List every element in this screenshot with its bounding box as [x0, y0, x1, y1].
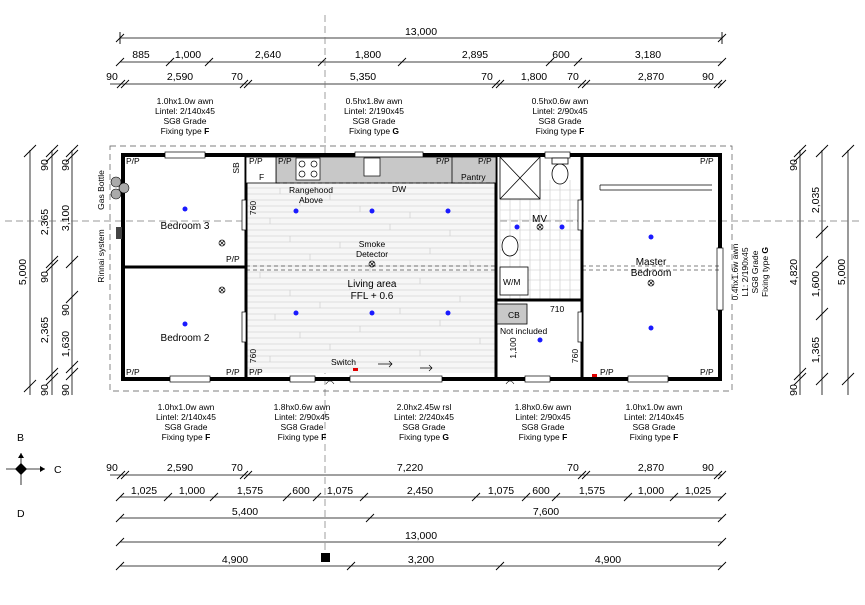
fridge-label: F: [259, 172, 265, 182]
svg-text:0.5hx1.8w awn: 0.5hx1.8w awn: [345, 96, 403, 106]
dim-right-inner: 2,035: [810, 186, 822, 214]
svg-text:Fixing type F: Fixing type F: [277, 432, 327, 442]
centre-marker: [321, 553, 330, 562]
dim-left-outer: 5,000: [17, 258, 29, 286]
svg-text:SG8 Grade: SG8 Grade: [538, 116, 582, 126]
smoke-detector-label: Smoke: [358, 239, 386, 249]
svg-text:Fixing type F: Fixing type F: [535, 126, 585, 136]
n760-label: 760: [248, 348, 258, 364]
svg-text:P/P: P/P: [278, 156, 292, 166]
dim-left-mid: 90: [60, 304, 72, 316]
n760-label: 760: [570, 348, 580, 364]
svg-text:0.5hx0.6w awn: 0.5hx0.6w awn: [531, 96, 589, 106]
dim-right-inner: 90: [788, 384, 800, 396]
window-note-right: [730, 243, 770, 300]
dim-bottom-1: 70: [567, 462, 579, 474]
svg-text:2.0hx2.45w rsl: 2.0hx2.45w rsl: [396, 402, 452, 412]
svg-text:Fixing type G: Fixing type G: [348, 126, 400, 136]
window-note-bottom-3: [394, 402, 454, 442]
svg-text:P/P: P/P: [700, 156, 714, 166]
dim-left-inner: 90: [39, 271, 51, 283]
dim-top-2: 885: [132, 49, 150, 61]
dim-right-mid: 4,820: [788, 258, 800, 286]
dim-bottom-2: 1,025: [684, 485, 712, 497]
svg-text:Lintel: 2/190x45: Lintel: 2/190x45: [343, 106, 405, 116]
dim-left-mid: 90: [60, 159, 72, 171]
not-included-label: Not included: [500, 326, 548, 336]
dim-right-inner: 1,365: [810, 336, 822, 364]
svg-text:Lintel: 2/90x45: Lintel: 2/90x45: [274, 412, 330, 422]
dim-bottom-2: 600: [532, 485, 550, 497]
svg-text:Fixing type F: Fixing type F: [518, 432, 568, 442]
window-note-top-1: [155, 96, 215, 136]
dw-label: DW: [392, 184, 407, 194]
room-bedroom-3: Bedroom 3: [160, 221, 210, 232]
svg-text:1.0hx1.0w awn: 1.0hx1.0w awn: [156, 96, 214, 106]
dim-bottom-1: 70: [231, 462, 243, 474]
dim-right-inner: 1,600: [810, 270, 822, 298]
dim-top-3: 90: [702, 71, 714, 83]
svg-text:P/P: P/P: [478, 156, 492, 166]
room-living: Living area: [347, 279, 397, 290]
dim-bottom-2: 1,000: [178, 485, 206, 497]
dim-top-3: 5,350: [349, 71, 377, 83]
svg-text:1.8hx0.6w awn: 1.8hx0.6w awn: [514, 402, 572, 412]
n760-label: 760: [248, 200, 258, 216]
svg-text:SG8 Grade: SG8 Grade: [352, 116, 396, 126]
dim-bottom-2: 2,450: [406, 485, 434, 497]
svg-text:Lintel: 2/140x45: Lintel: 2/140x45: [155, 412, 217, 422]
compass-c: C: [54, 464, 62, 476]
dim-top-3: 70: [567, 71, 579, 83]
switch-label: Switch: [331, 357, 357, 367]
svg-text:L1: 2/190x45: L1: 2/190x45: [740, 247, 750, 297]
svg-text:1.0hx1.0w awn: 1.0hx1.0w awn: [157, 402, 215, 412]
dim-bottom-2: 1,075: [487, 485, 515, 497]
svg-text:P/P: P/P: [126, 156, 140, 166]
svg-text:SG8 Grade: SG8 Grade: [750, 250, 760, 294]
gas-bottles: [111, 177, 129, 199]
dim-top-2: 1,000: [174, 49, 202, 61]
window-note-top-2: [344, 96, 404, 136]
svg-text:Fixing type F: Fixing type F: [629, 432, 679, 442]
window-note-bottom-1: [156, 402, 216, 442]
sb-label: SB: [231, 162, 241, 174]
svg-text:SG8 Grade: SG8 Grade: [164, 422, 208, 432]
cb-label: CB: [508, 310, 520, 320]
svg-text:Lintel: 2/240x45: Lintel: 2/240x45: [393, 412, 455, 422]
n1100-label: 1,100: [508, 337, 518, 359]
dim-bottom-5: 4,900: [594, 554, 622, 566]
dim-bottom-3: 7,600: [532, 506, 560, 518]
dim-left-mid: 1,630: [60, 330, 72, 358]
dim-top-2: 1,800: [354, 49, 382, 61]
dim-top-2: 600: [552, 49, 570, 61]
compass-icon: [6, 453, 45, 485]
dim-bottom-2: 1,000: [637, 485, 665, 497]
dim-left-mid: 90: [60, 384, 72, 396]
dim-bottom-2: 1,025: [130, 485, 158, 497]
dim-bottom-2: 1,575: [236, 485, 264, 497]
mv-label: MV: [532, 214, 547, 225]
dim-top-overall: 13,000: [404, 26, 438, 38]
rangehood-label: Rangehood: [289, 185, 333, 195]
dim-top-3: 1,800: [520, 71, 548, 83]
svg-text:P/P: P/P: [700, 367, 714, 377]
svg-text:1.8hx0.6w awn: 1.8hx0.6w awn: [273, 402, 331, 412]
dim-top-3: 2,870: [637, 71, 665, 83]
svg-text:P/P: P/P: [436, 156, 450, 166]
svg-text:Fixing type G: Fixing type G: [760, 246, 770, 298]
svg-text:P/P: P/P: [226, 254, 240, 264]
dim-bottom-1: 90: [106, 462, 118, 474]
svg-text:P/P: P/P: [600, 367, 614, 377]
dim-left-small: 90: [39, 384, 51, 396]
dim-bottom-1: 90: [702, 462, 714, 474]
dim-left-small: 90: [39, 159, 51, 171]
svg-text:Fixing type F: Fixing type F: [161, 432, 211, 442]
svg-text:Lintel: 2/90x45: Lintel: 2/90x45: [532, 106, 588, 116]
room-bedroom-2: Bedroom 2: [160, 333, 210, 344]
dim-top-3: 70: [231, 71, 243, 83]
smoke-detector-label: Detector: [355, 249, 389, 259]
dim-right-inner: 90: [788, 159, 800, 171]
dim-left-inner: 2,365: [39, 208, 51, 236]
room-living-ffl: FFL + 0.6: [350, 291, 394, 302]
dim-bottom-4: 13,000: [404, 530, 438, 542]
rinnai-unit: [116, 227, 122, 239]
svg-text:SG8 Grade: SG8 Grade: [163, 116, 207, 126]
wardrobe: [600, 185, 712, 190]
room-master: Master: [635, 257, 667, 268]
svg-text:SG8 Grade: SG8 Grade: [632, 422, 676, 432]
svg-text:Lintel: 2/140x45: Lintel: 2/140x45: [623, 412, 685, 422]
svg-text:P/P: P/P: [249, 367, 263, 377]
dim-bottom-5: 3,200: [407, 554, 435, 566]
dim-top-3: 2,590: [166, 71, 194, 83]
svg-text:P/P: P/P: [126, 367, 140, 377]
dim-bottom-2: 600: [292, 485, 310, 497]
dim-left-inner: 2,365: [39, 316, 51, 344]
window-note-bottom-5: [624, 402, 684, 442]
dim-bottom-3: 5,400: [231, 506, 259, 518]
svg-text:SG8 Grade: SG8 Grade: [280, 422, 324, 432]
pantry-label: Pantry: [461, 172, 486, 182]
svg-text:1.0hx1.0w awn: 1.0hx1.0w awn: [625, 402, 683, 412]
dim-bottom-2: 1,575: [578, 485, 606, 497]
svg-text:Lintel: 2/90x45: Lintel: 2/90x45: [515, 412, 571, 422]
wm-label: W/M: [503, 277, 521, 287]
dim-right-outer: 5,000: [836, 258, 848, 286]
svg-text:Fixing type G: Fixing type G: [398, 432, 450, 442]
svg-text:SG8 Grade: SG8 Grade: [521, 422, 565, 432]
room-master-bedroom: Bedroom: [630, 268, 672, 279]
svg-text:P/P: P/P: [249, 156, 263, 166]
dim-top-2: 3,180: [634, 49, 662, 61]
svg-text:SG8 Grade: SG8 Grade: [402, 422, 446, 432]
svg-text:Fixing type F: Fixing type F: [160, 126, 210, 136]
window-note-bottom-2: [274, 402, 331, 442]
compass-b: B: [17, 432, 25, 444]
gas-bottle-label: Gas Bottle: [96, 170, 106, 210]
window-note-top-3: [532, 96, 589, 136]
dim-bottom-1: 2,870: [637, 462, 665, 474]
svg-text:P/P: P/P: [226, 367, 240, 377]
dim-top-3: 70: [481, 71, 493, 83]
window-note-bottom-4: [515, 402, 572, 442]
svg-text:Lintel: 2/140x45: Lintel: 2/140x45: [154, 106, 216, 116]
dim-bottom-2: 1,075: [326, 485, 354, 497]
n710-label: 710: [550, 304, 565, 314]
dim-bottom-5: 4,900: [221, 554, 249, 566]
dim-left-mid: 3,100: [60, 204, 72, 232]
dim-bottom-1: 2,590: [166, 462, 194, 474]
dim-top-2: 2,640: [254, 49, 282, 61]
dim-top-2: 2,895: [461, 49, 489, 61]
svg-text:0.4hx1.6w awn: 0.4hx1.6w awn: [730, 243, 740, 301]
dim-bottom-1: 7,220: [396, 462, 424, 474]
rangehood-label: Above: [298, 195, 324, 205]
dim-top-3: 90: [106, 71, 118, 83]
rinnai-label: Rinnai system: [96, 229, 106, 283]
compass-d: D: [17, 508, 25, 520]
